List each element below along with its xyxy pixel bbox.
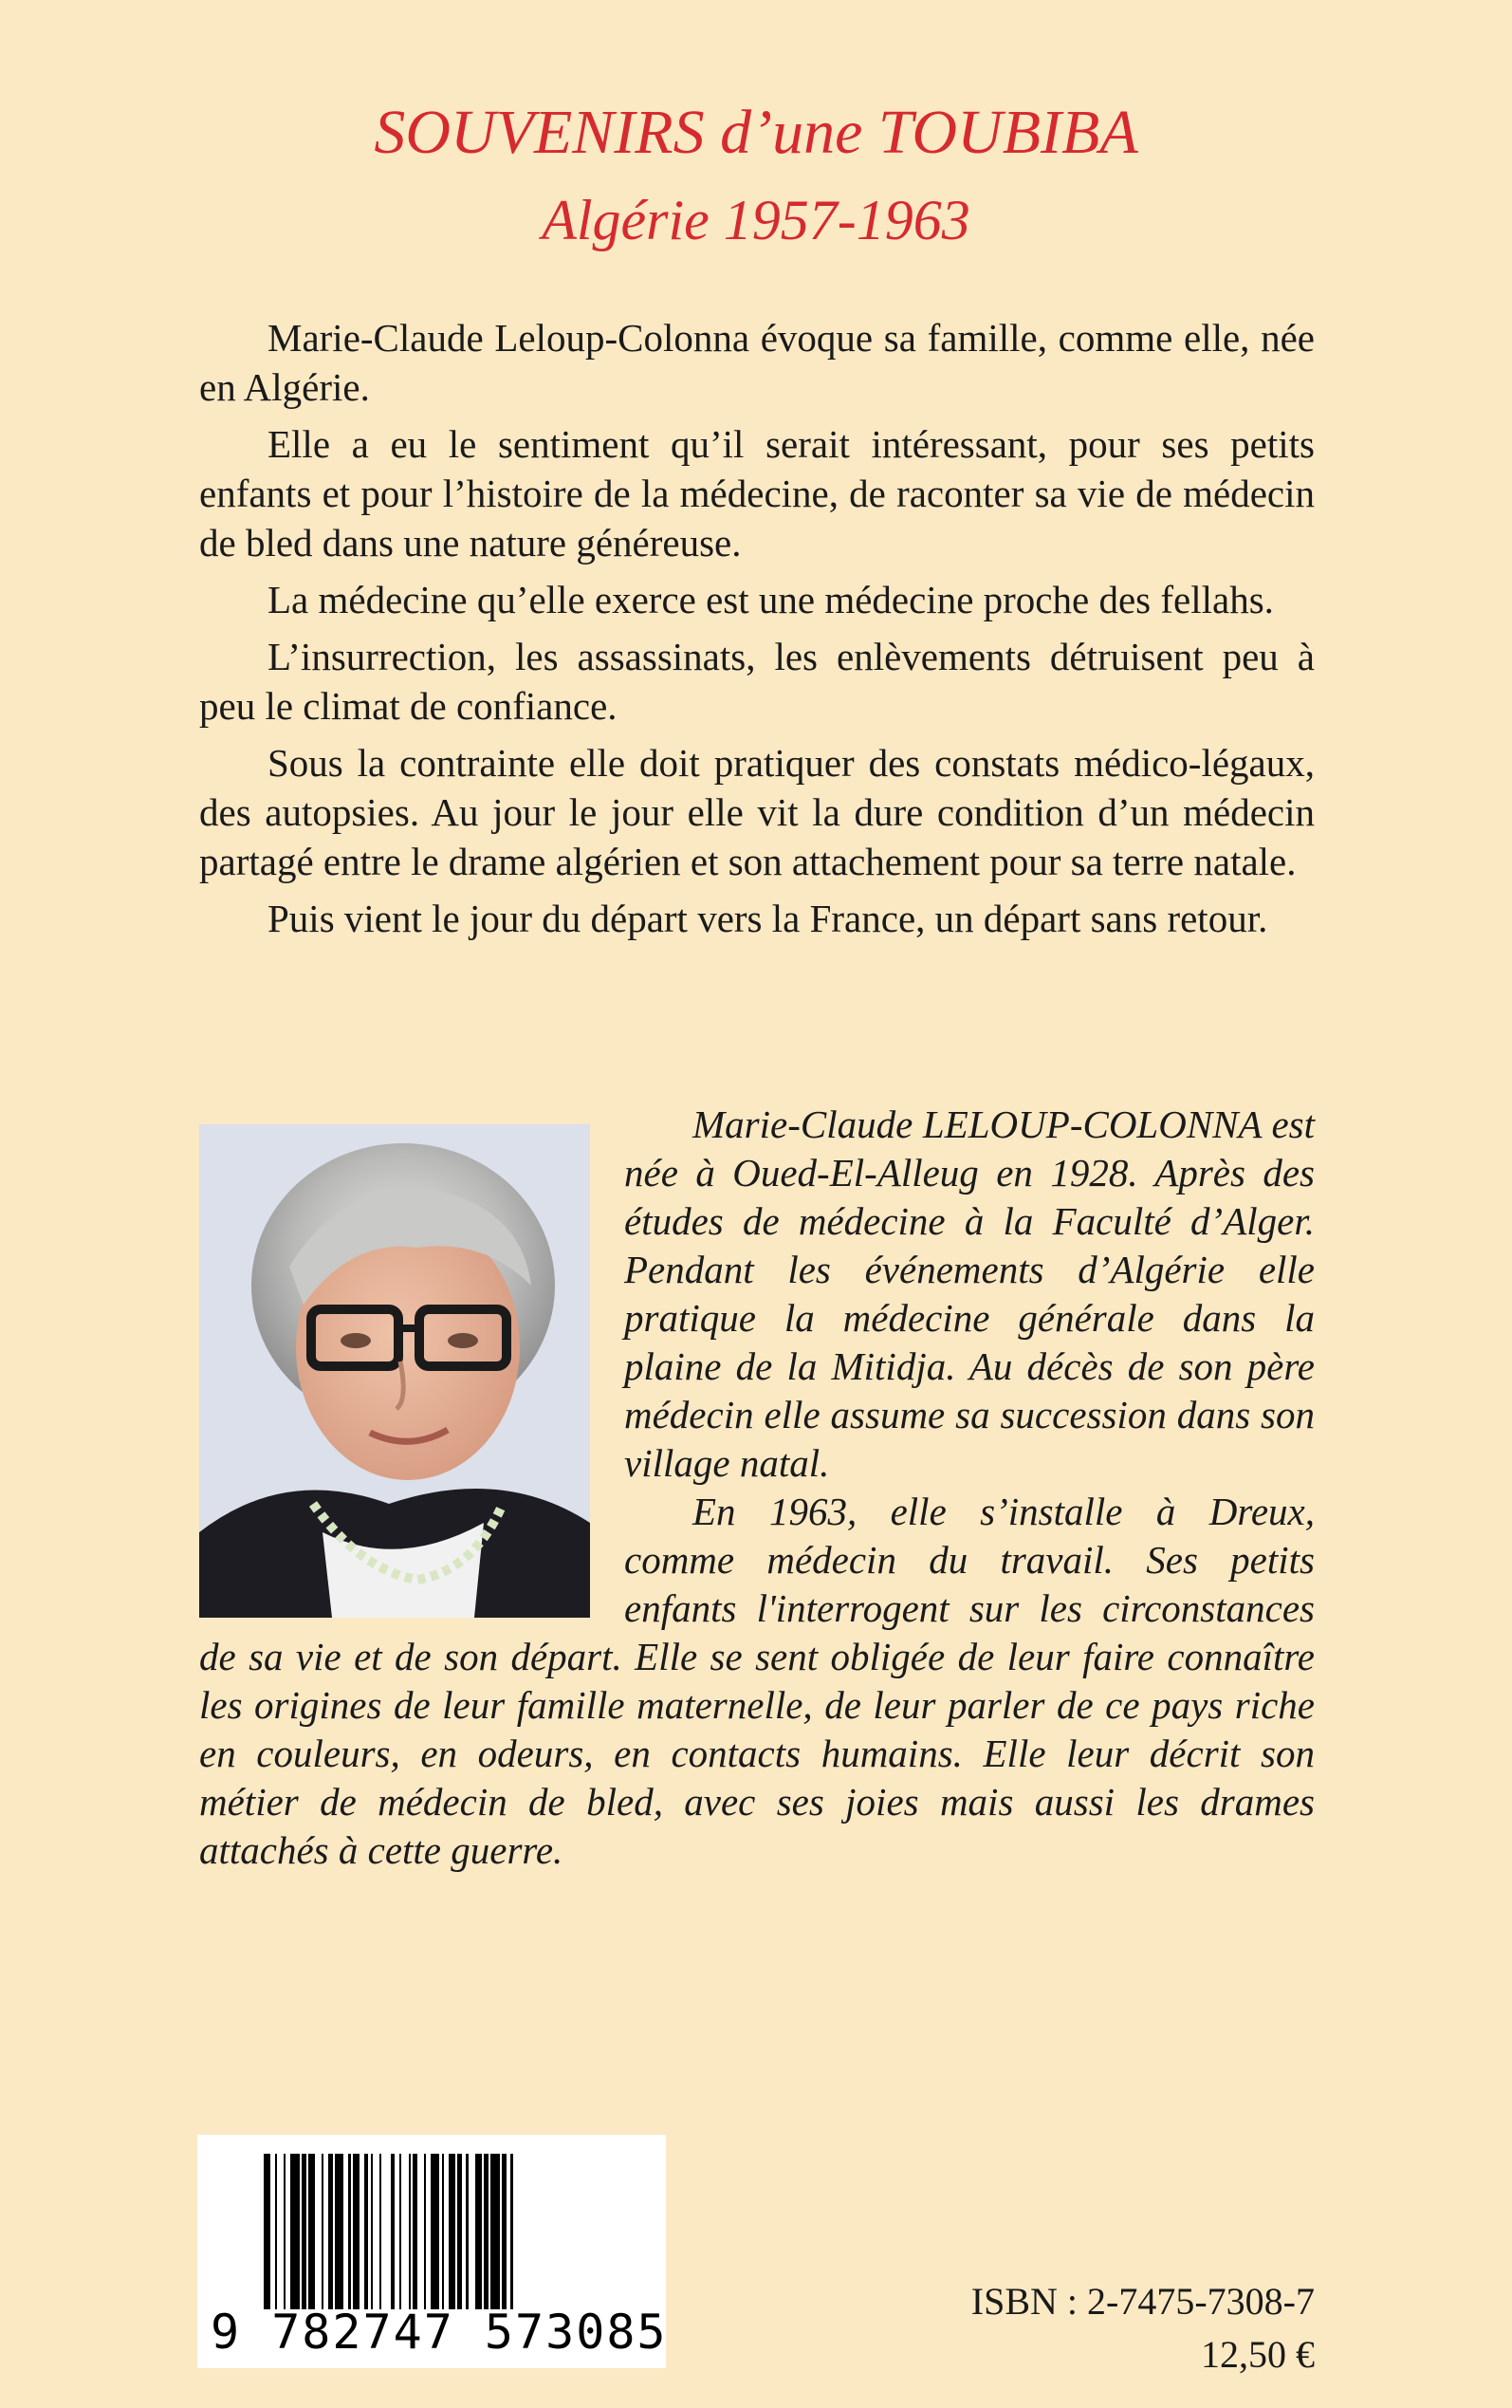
book-title: SOUVENIRS d’une TOUBIBA <box>374 98 1138 167</box>
barcode-digits: 9 782747 573085 <box>211 2305 668 2360</box>
summary-paragraph: Sous la contrainte elle doit pratiquer des constats médico-légaux, des autopsies. Au jour le jour elle vit la dure condition d’un médecin partagé entre le drame algérien et son attachement pour sa terre natale. <box>199 741 1315 883</box>
summary-paragraph: Elle a eu le sentiment qu’il serait intéressant, pour ses petits enfants et pour l’histoire de la médecine, de raconter sa vie de médecin de bled dans une nature généreuse. <box>199 422 1315 565</box>
barcode-gap <box>277 2154 284 2309</box>
barcode-gap <box>401 2154 408 2309</box>
author-portrait-illustration <box>199 1124 590 1618</box>
summary-text <box>199 313 1315 951</box>
barcode-bar <box>449 2154 455 2309</box>
book-subtitle: Algérie 1957-1963 <box>542 189 970 251</box>
barcode-gap <box>513 2154 520 2309</box>
barcode-bar <box>490 2154 499 2309</box>
barcode-bar <box>264 2154 270 2309</box>
barcode <box>197 2135 666 2368</box>
barcode-bar <box>353 2154 360 2309</box>
summary-paragraph: L’insurrection, les assassinats, les enlèvements détruisent peu à peu le climat de confiance. <box>199 635 1315 728</box>
isbn: ISBN : 2-7475-7308-7 <box>970 2280 1315 2323</box>
barcode-gap <box>373 2154 379 2309</box>
summary-paragraph: Puis vient le jour du départ vers la France, un départ sans retour. <box>267 897 1268 940</box>
barcode-bar <box>335 2154 343 2309</box>
summary-paragraph: La médecine qu’elle exerce est une médecine proche des fellahs. <box>267 578 1274 621</box>
author-bio <box>199 1101 1315 1875</box>
barcode-bar <box>431 2154 439 2309</box>
author-photo <box>199 1124 590 1618</box>
barcode-bar <box>290 2154 299 2309</box>
bio-paragraph: Marie-Claude LELOUP-COLONNA est née à Oued-El-Alleug en 1928. Après des études de médecine à la Faculté d’Alger. Pendant les événements d’Algérie elle pratique la médecine générale dans la plaine de la Mitidja. Au décès de son père médecin elle assume sa succession dans son village natal. <box>624 1102 1315 1485</box>
barcode-gap <box>417 2154 424 2309</box>
barcode-bar <box>475 2154 482 2309</box>
barcode-bars <box>264 2154 643 2309</box>
bio-paragraph: En 1963, elle s’installe à Dreux, comme médecin du travail. Ses petits enfants l'interrogent sur les circonstances de sa vie et de son départ. Elle se sent obligée de leur faire connaître les origines de leur famille maternelle, de leur parler de ce pays riche en couleurs, en odeurs, en contacts humains. Elle leur décrit son métier de médecin de bled, avec ses joies mais aussi les drames attachés à cette guerre. <box>199 1490 1315 1872</box>
barcode-bar <box>308 2154 315 2309</box>
barcode-gap <box>469 2154 475 2309</box>
barcode-gap <box>381 2154 390 2309</box>
barcode-gap <box>315 2154 322 2309</box>
summary-paragraph: Marie-Claude Leloup-Colonna évoque sa famille, comme elle, née en Algérie. <box>199 316 1315 409</box>
price: 12,50 € <box>1201 2333 1315 2376</box>
